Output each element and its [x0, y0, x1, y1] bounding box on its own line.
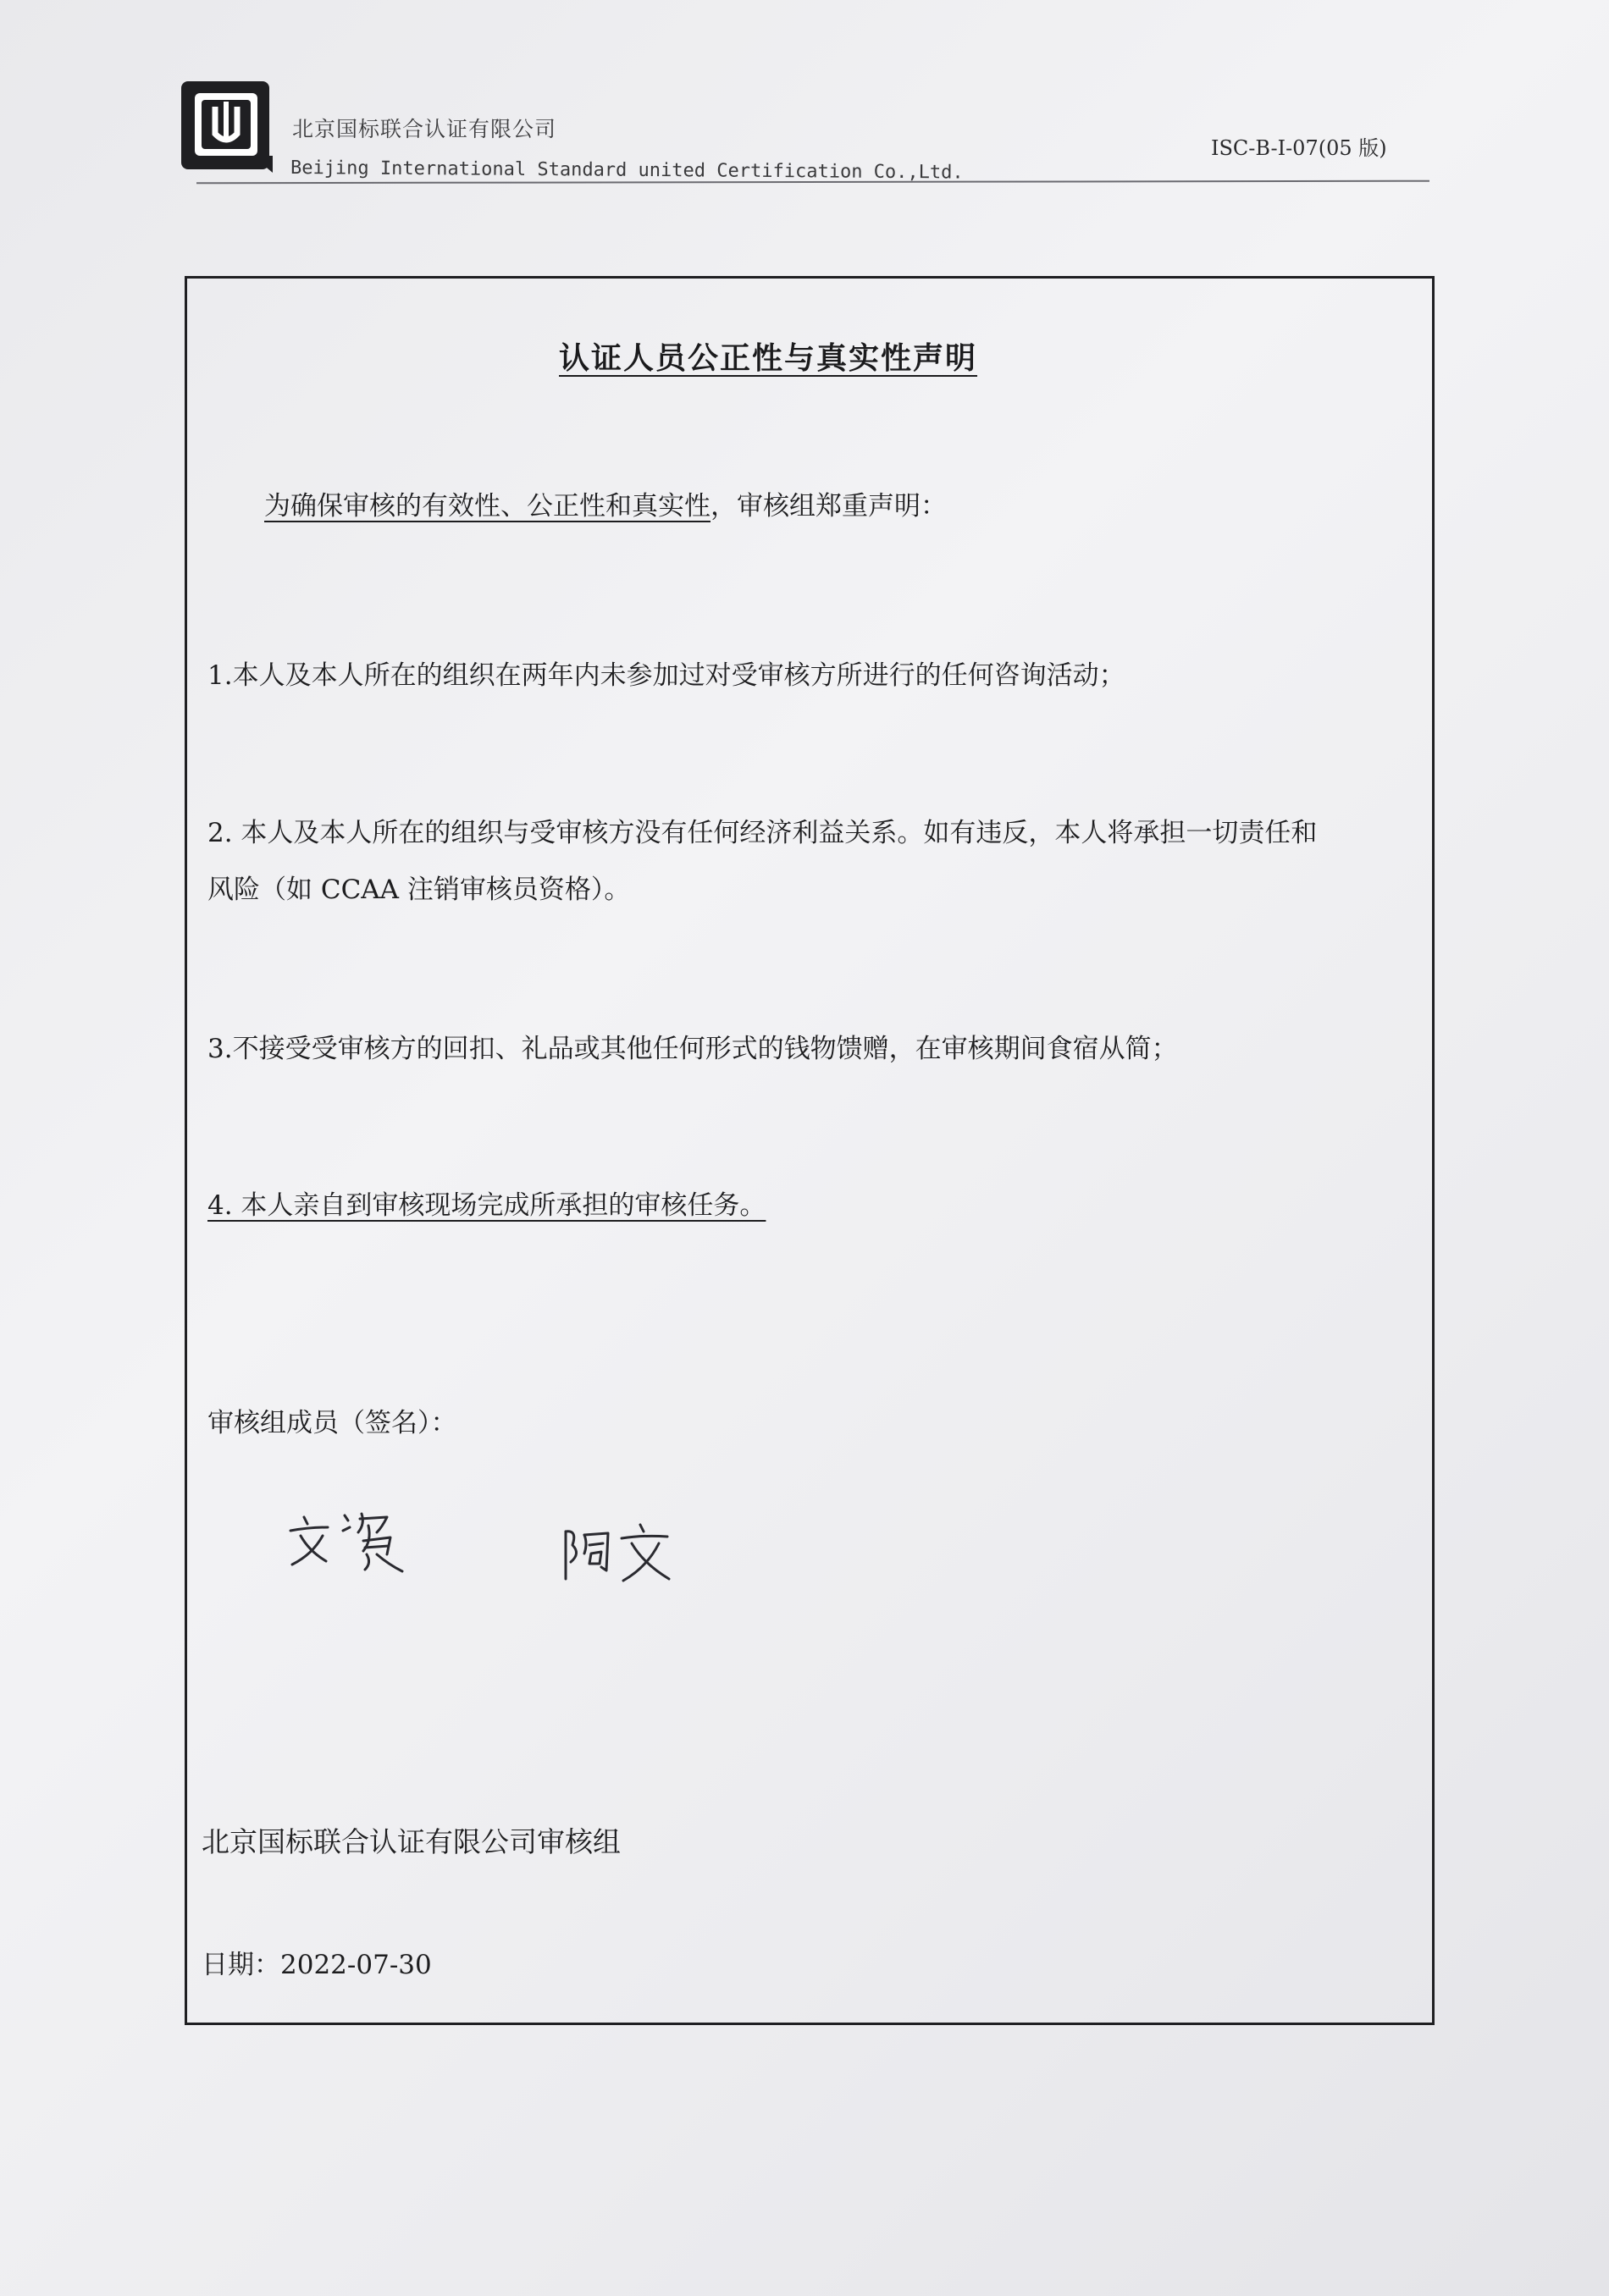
company-logo-icon — [178, 78, 278, 178]
declaration-item-2-line-2: 风险（如 CCAA 注销审核员资格）。 — [207, 875, 631, 905]
members-signature-label: 审核组成员（签名）： — [207, 1408, 457, 1438]
company-name-cn: 北京国标联合认证有限公司 — [292, 117, 557, 141]
declaration-title: 认证人员公正性与真实性声明 — [559, 341, 978, 376]
declaration-item-4: 4. 本人亲自到审核现场完成所承担的审核任务。 — [207, 1190, 766, 1221]
intro-paragraph — [264, 484, 947, 522]
company-name-en: Beijing International Standard united Certification Co.,Ltd. — [290, 157, 964, 184]
signature-1 — [284, 1498, 411, 1575]
declaration-item-2-line-1: 2. 本人及本人所在的组织与受审核方没有任何经济利益关系。如有违反，本人将承担一切责任和 — [207, 818, 1318, 848]
declaration-frame — [185, 276, 1435, 2025]
intro-underlined: 为确保审核的有效性、公正性和真实性 — [264, 491, 711, 522]
document-code: ISC-B-I-07(05 版) — [1211, 136, 1387, 160]
date-line — [202, 1943, 432, 1981]
declaration-item-1: 1.本人及本人所在的组织在两年内未参加过对受审核方所进行的任何咨询活动； — [207, 660, 1125, 691]
declaration-item-3: 3.不接受受审核方的回扣、礼品或其他任何形式的钱物馈赠，在审核期间食宿从简； — [207, 1034, 1178, 1064]
date-value: 2022-07-30 — [280, 1950, 432, 1980]
signature-2 — [559, 1520, 677, 1587]
audit-team-signoff: 北京国标联合认证有限公司审核组 — [202, 1825, 621, 1858]
intro-rest: ，审核组郑重声明： — [711, 491, 947, 522]
header-divider — [196, 180, 1429, 185]
date-label: 日期： — [202, 1950, 280, 1980]
